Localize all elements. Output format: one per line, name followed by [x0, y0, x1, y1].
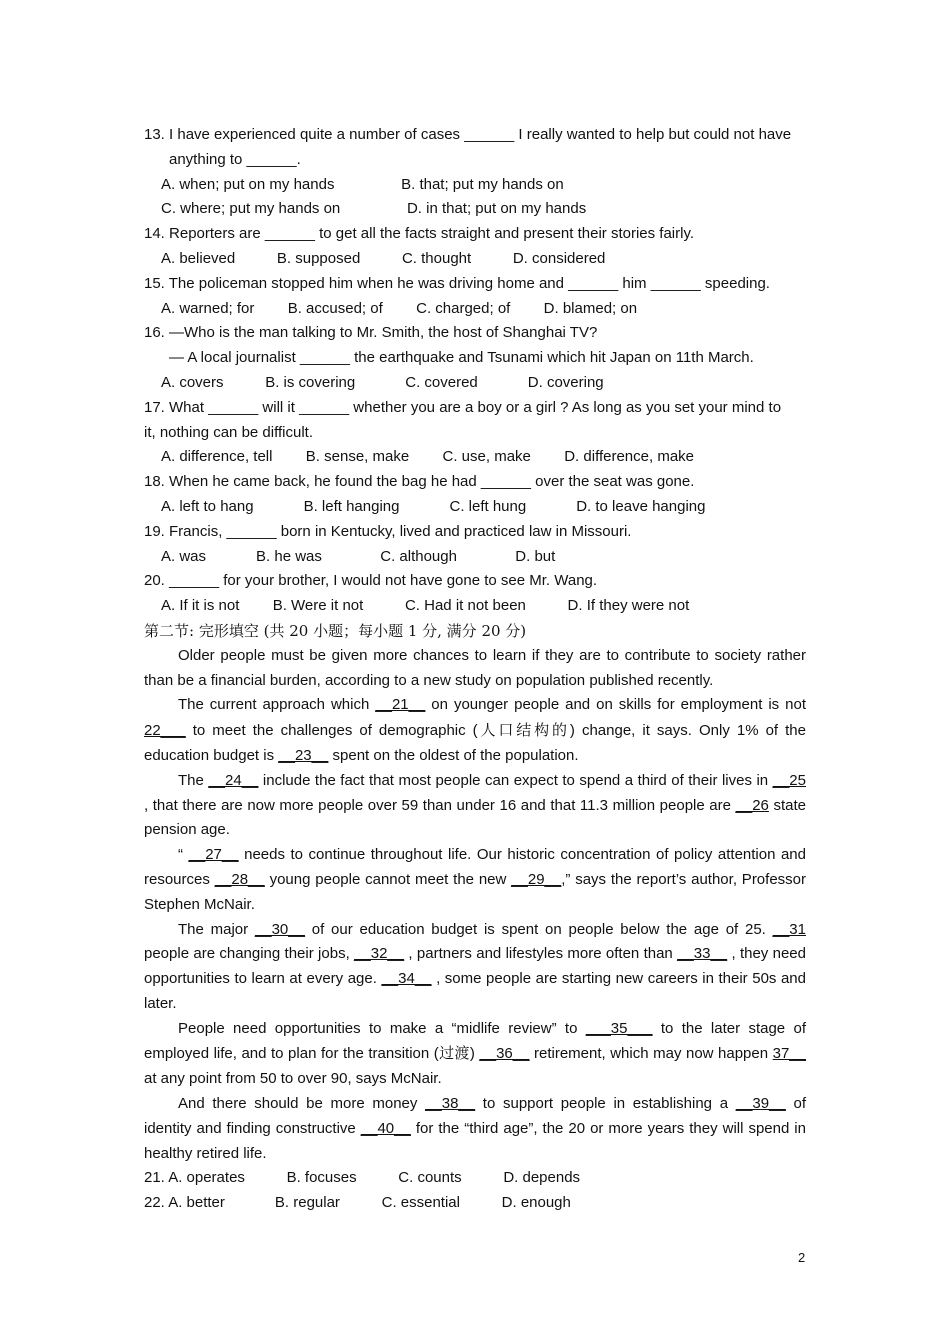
question-stem: 18. When he came back, he found the bag he had ______ over the seat was gone.: [144, 473, 695, 491]
question-stem: 16. —Who is the man talking to Mr. Smith, the host of Shanghai TV?: [144, 324, 598, 342]
question-stem: anything to ______.: [169, 150, 301, 168]
passage-text: of identity and finding constructive: [144, 1095, 806, 1137]
blank-27: __27__: [188, 846, 239, 864]
question-19: [144, 520, 806, 570]
cloze-options-21: 21. A. operates B. focuses C. counts D. depends: [144, 1169, 581, 1187]
passage-text: to support people in establishing a: [475, 1095, 736, 1113]
passage-text: , that there are now more people over 59 than under 16 and that 11.3 million people are: [144, 796, 736, 814]
answer-options: A. warned; for B. accused; of C. charged; of D. blamed; on: [161, 299, 638, 317]
passage-text: The: [178, 771, 209, 789]
blank-25: __25: [772, 771, 806, 789]
blank-35: ___35___: [585, 1019, 653, 1037]
blank-36: __36__: [479, 1045, 530, 1063]
blank-32: __32__: [354, 945, 405, 963]
question-18: [144, 470, 806, 520]
passage-text: spent on the oldest of the population.: [328, 746, 579, 764]
blank-26: __26: [735, 796, 769, 814]
cloze-options-22: 22. A. better B. regular C. essential D. enough: [144, 1194, 571, 1212]
passage-paragraph-7: [144, 1092, 806, 1166]
passage-text: People need opportunities to make a “midlife review” to: [178, 1019, 586, 1037]
answer-options: A. If it is not B. Were it not C. Had it not been D. If they were not: [161, 597, 690, 615]
question-stem: 14. Reporters are ______ to get all the facts straight and present their stories fairly.: [144, 225, 695, 243]
passage-text: , they need opportunities to learn at every age.: [144, 945, 806, 988]
page-number: 2: [798, 1250, 806, 1265]
gloss-text: 过渡: [438, 1044, 470, 1063]
blank-31: __31: [772, 920, 806, 938]
question-14: [144, 222, 806, 272]
passage-text: ): [469, 1045, 480, 1063]
question-16: [144, 321, 806, 395]
blank-39: __39__: [735, 1095, 786, 1113]
blank-33: __33__: [677, 945, 728, 963]
passage-text: state pension age.: [144, 796, 806, 839]
question-17: [144, 396, 806, 470]
passage-text: include the fact that most people can expect to spend a third of their lives in: [258, 771, 773, 789]
passage-text: retirement, which may now happen: [529, 1045, 773, 1063]
question-15: [144, 272, 806, 322]
answer-options: A. was B. he was C. although D. but: [161, 547, 556, 565]
blank-23: __23__: [278, 746, 329, 764]
blank-38: __38__: [425, 1095, 476, 1113]
passage-text: ,” says the report’s author, Professor Stephen McNair.: [144, 870, 806, 913]
passage-text: The current approach which: [178, 696, 376, 714]
blank-29: __29__: [511, 870, 562, 888]
passage-paragraph-6: [144, 1017, 806, 1092]
answer-options: A. when; put on my hands B. that; put my hands on: [161, 175, 564, 193]
blank-34: __34__: [381, 970, 432, 988]
passage-text: to the later stage of employed life, and to plan for the transition (: [144, 1019, 806, 1063]
passage-paragraph-1: Older people must be given more chances to learn if they are to contribute to society rather than be a financial burden, according to a new study on population published recently.: [144, 646, 806, 689]
passage-text: , some people are starting new careers in their 50s and later.: [144, 970, 806, 1012]
passage-text: of our education budget is spent on people below the age of 25.: [304, 920, 773, 938]
passage-paragraph-4: [144, 843, 806, 917]
question-20: [144, 569, 806, 619]
blank-28: __28__: [214, 870, 265, 888]
answer-options: C. where; put my hands on D. in that; put on my hands: [161, 200, 587, 218]
passage-text: for the “third age”, the 20 or more years they will spend in healthy retired life.: [144, 1119, 806, 1162]
passage-text: to meet the challenges of demographic (: [185, 722, 478, 740]
question-13: [144, 123, 806, 222]
question-stem: — A local journalist ______ the earthquake and Tsunami which hit Japan on 11th March.: [169, 349, 754, 367]
passage-paragraph-2: [144, 693, 806, 768]
passage-text: at any point from 50 to over 90, says McNair.: [144, 1070, 442, 1088]
question-stem: 15. The policeman stopped him when he was driving home and ______ him ______ speeding.: [144, 274, 770, 292]
section-heading: 第二节: 完形填空 (共 20 小题；每小题 1 分, 满分 20 分): [144, 621, 527, 640]
page-content: [144, 123, 806, 1216]
passage-text: needs to continue throughout life. Our historic concentration of policy attention and resources: [144, 846, 806, 888]
answer-options: A. difference, tell B. sense, make C. use, make D. difference, make: [161, 448, 695, 466]
blank-22: 22___: [144, 722, 186, 740]
question-stem: 17. What ______ will it ______ whether you are a boy or a girl ? As long as you set your mind to: [144, 398, 782, 416]
passage-paragraph-3: [144, 769, 806, 843]
question-stem: it, nothing can be difficult.: [144, 423, 313, 441]
question-stem: 19. Francis, ______ born in Kentucky, lived and practiced law in Missouri.: [144, 522, 632, 540]
blank-24: __24__: [208, 771, 259, 789]
passage-text: And there should be more money: [178, 1095, 426, 1113]
passage-text: young people cannot meet the new: [264, 870, 512, 888]
passage-text: “: [178, 846, 189, 864]
passage-text: ) change, it says. Only 1% of the education budget is: [144, 722, 806, 764]
blank-30: __30__: [254, 920, 305, 938]
passage-text: on younger people and on skills for employment is not: [425, 696, 806, 714]
answer-options: A. believed B. supposed C. thought D. considered: [161, 249, 606, 267]
passage-text: The major: [178, 920, 255, 938]
question-stem: 20. ______ for your brother, I would not have gone to see Mr. Wang.: [144, 572, 598, 590]
passage-paragraph-5: [144, 918, 806, 1017]
answer-options: A. left to hang B. left hanging C. left hung D. to leave hanging: [161, 497, 706, 515]
passage-text: , partners and lifestyles more often than: [404, 945, 678, 963]
blank-40: __40__: [360, 1119, 411, 1137]
answer-options: A. covers B. is covering C. covered D. covering: [161, 373, 604, 391]
blank-21: __21__: [375, 696, 426, 714]
passage-text: people are changing their jobs,: [144, 945, 355, 963]
question-stem: 13. I have experienced quite a number of cases ______ I really wanted to help but could not have: [144, 126, 792, 143]
gloss-text: 人口结构的: [477, 721, 570, 740]
blank-37: 37__: [772, 1045, 806, 1063]
